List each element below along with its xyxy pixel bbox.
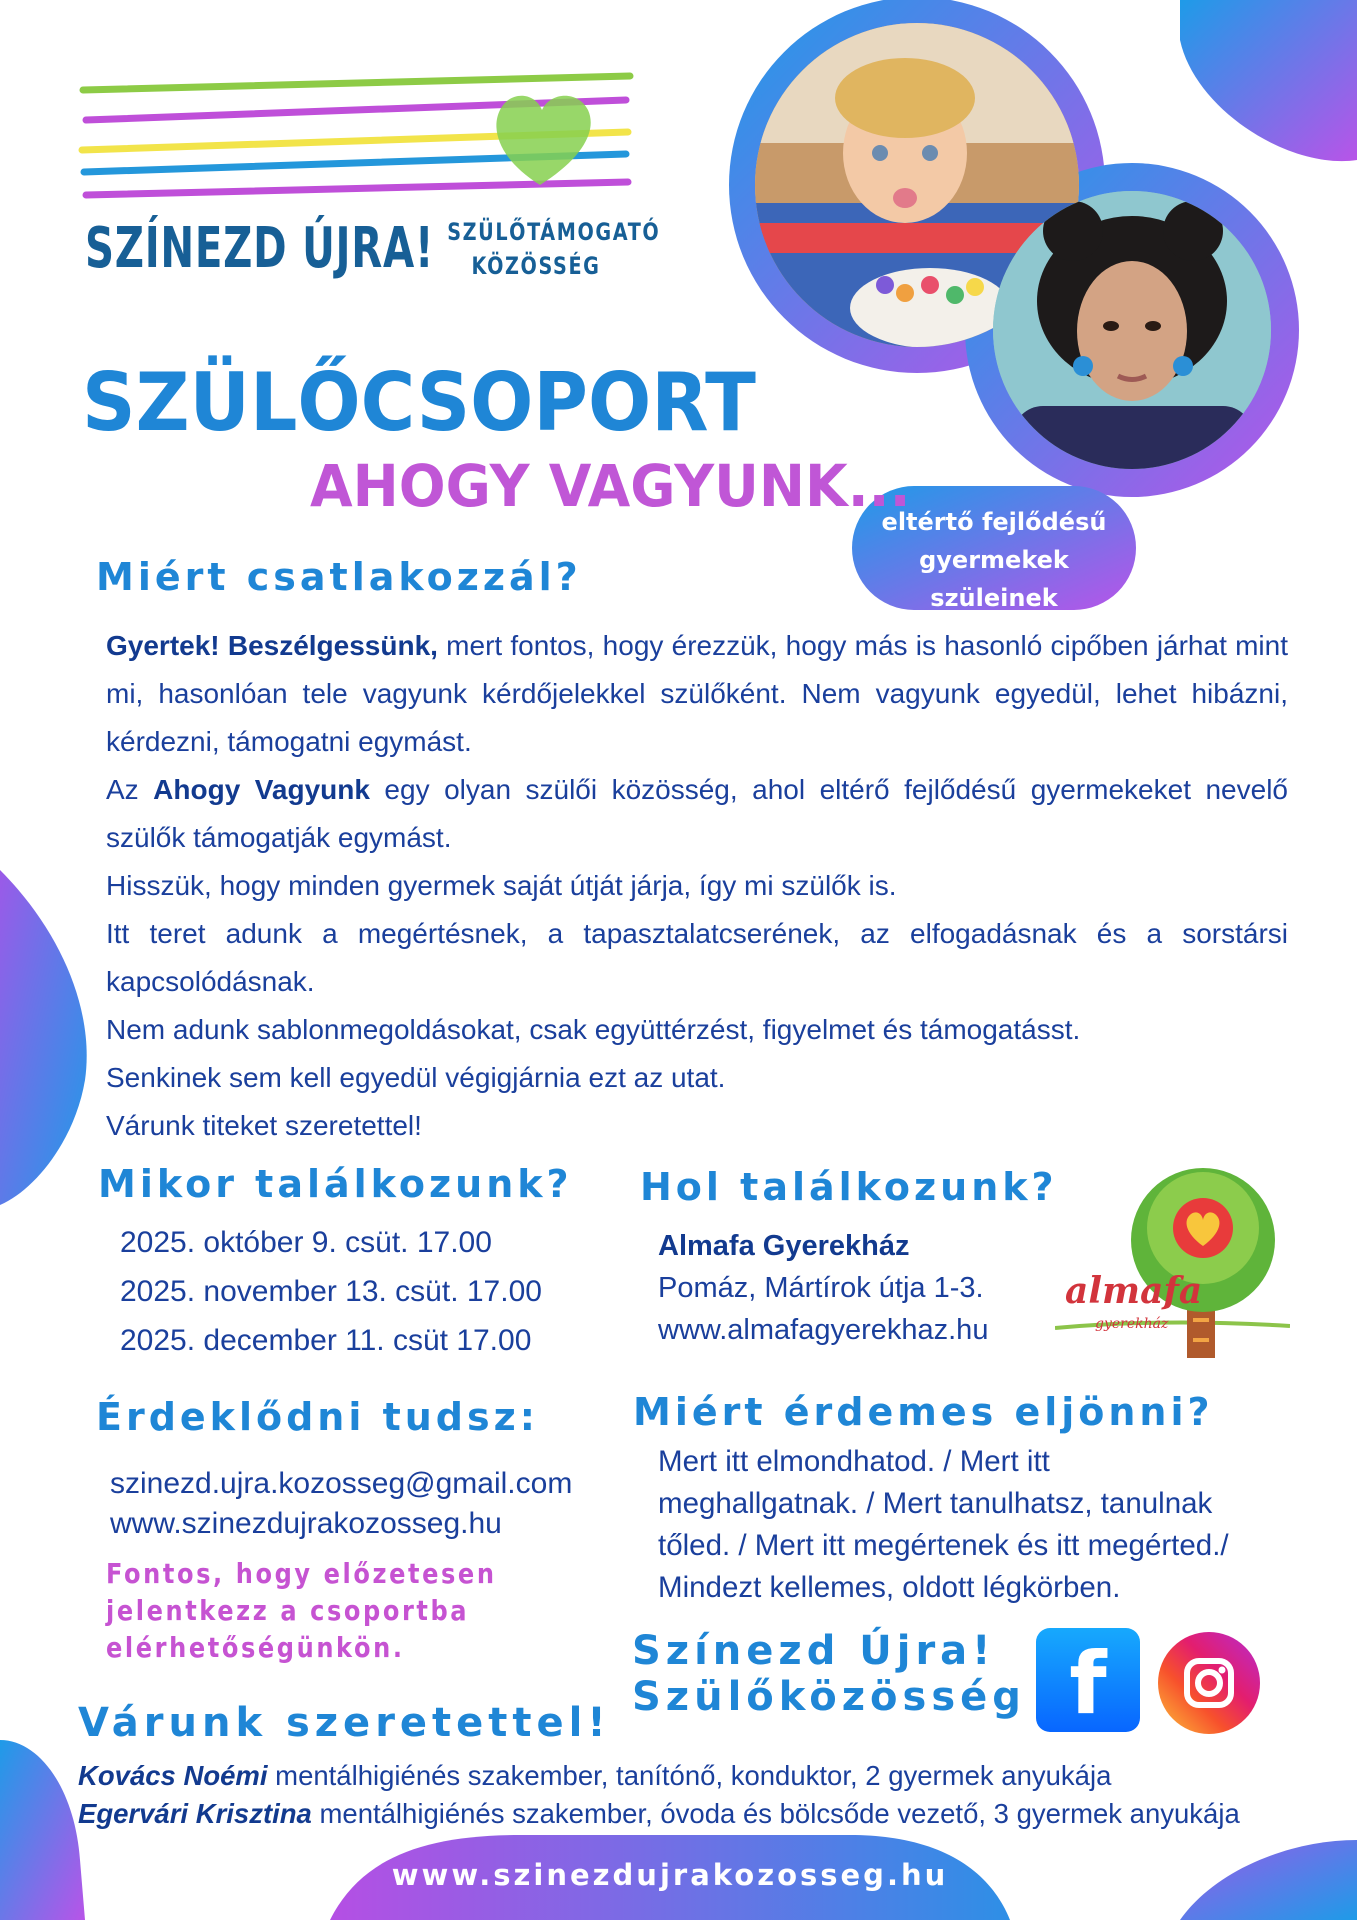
note-line2: jelentkezz a csoportba (106, 1594, 470, 1627)
worth-text (658, 1441, 1229, 1609)
why-join-p7: Várunk titeket szeretettel! (106, 1110, 422, 1141)
why-join-text (106, 622, 1288, 1150)
badge-line2: gyermekek szüleinek (919, 546, 1069, 612)
page-subtitle: AHOGY VAGYUNK... (310, 452, 911, 520)
when-heading: Mikor találkozunk? (98, 1162, 573, 1206)
why-join-heading: Miért csatlakozzál? (96, 555, 582, 599)
worth-line4: Mindezt kellemes, oldott légkörben. (658, 1571, 1121, 1604)
badge-line1: eltértő fejlődésű (881, 508, 1107, 536)
photo-woman (993, 191, 1271, 469)
social-line2: Szülőközösség (632, 1674, 1026, 1720)
worth-line2: meghallgatnak. / Mert tanulhatsz, tanulnak (658, 1487, 1213, 1520)
why-join-p5: Nem adunk sablonmegoldásokat, csak együttérzést, figyelmet és támogatásst. (106, 1014, 1081, 1045)
date-item: 2025. november 13. csüt. 17.00 (120, 1275, 542, 1308)
why-join-p1-bold: Gyertek! Beszélgessünk, (106, 630, 438, 661)
instagram-icon (1158, 1632, 1260, 1734)
hosts-list (78, 1757, 1357, 1833)
why-join-p2-pre: Az (106, 774, 154, 805)
why-join-p1: mert fontos, hogy érezzük, hogy más is hasonló cipőben járhat mint mi, hasonlóan tele vagyunk kérdőjelekkel szülőként. Nem vagyunk egyedül, lehet hibázni, kérdezni, támogatni egymást. (106, 630, 1288, 757)
venue-address: Pomáz, Mártírok útja 1-3. (658, 1272, 984, 1304)
worth-line3: tőled. / Mert itt megértenek és itt megérted./ (658, 1529, 1229, 1562)
footer-url[interactable]: www.szinezdujrakozosseg.hu (391, 1858, 949, 1892)
contact-email[interactable]: szinezd.ujra.kozosseg@gmail.com (110, 1467, 573, 1500)
almafa-logo (1055, 1168, 1290, 1360)
decor-blob-top-right (1180, 0, 1357, 161)
decor-blob-bottom-left (0, 1740, 85, 1920)
contact-heading: Érdeklődni tudsz: (96, 1395, 539, 1439)
social-line1: Színezd Újra! (632, 1628, 996, 1674)
venue-name: Almafa Gyerekház (658, 1230, 910, 1262)
why-join-p6: Senkinek sem kell egyedül végigjárnia ezt az utat. (106, 1062, 726, 1093)
dates-list (120, 1218, 542, 1365)
facebook-icon: f (1069, 1634, 1107, 1734)
why-join-p3: Hisszük, hogy minden gyermek saját útját járja, így mi szülők is. (106, 870, 897, 901)
page-title: SZÜLŐCSOPORT (82, 356, 756, 449)
heart-icon (496, 96, 590, 185)
host-desc: mentálhigiénés szakember, tanítónő, konduktor, 2 gyermek anyukája (267, 1760, 1112, 1791)
why-join-p2: egy olyan szülői közösség, ahol eltérő fejlődésű gyermekeket nevelő szülők támogatják egymást. (106, 774, 1288, 853)
almafa-logo-sub: gyerekház (1095, 1316, 1169, 1332)
worth-heading: Miért érdemes eljönni? (633, 1390, 1214, 1434)
host-name: Egervári Krisztina (78, 1798, 312, 1829)
almafa-logo-word: almafa (1065, 1270, 1203, 1312)
date-item: 2025. december 11. csüt 17.00 (120, 1324, 532, 1357)
contact-info (110, 1464, 572, 1544)
why-join-p4: Itt teret adunk a megértésnek, a tapasztalatcserének, az elfogadásnak és a sorstársi kapcsolódásnak. (106, 918, 1288, 997)
venue-info (658, 1225, 988, 1351)
registration-note (106, 1555, 497, 1666)
why-join-p2-bold: Ahogy Vagyunk (153, 774, 370, 805)
note-line3: elérhetőségünkön. (106, 1631, 405, 1664)
host-desc: mentálhigiénés szakember, óvoda és bölcsőde vezető, 3 gyermek anyukája (311, 1798, 1240, 1829)
decor-blob-bottom-right (1180, 1840, 1357, 1920)
host-item (78, 1795, 1357, 1833)
welcome-heading: Várunk szeretettel! (78, 1700, 611, 1746)
host-item (78, 1757, 1357, 1795)
audience-badge (852, 503, 1136, 617)
social-title (632, 1628, 1026, 1720)
contact-website[interactable]: www.szinezdujrakozosseg.hu (110, 1507, 502, 1540)
venue-website[interactable]: www.almafagyerekhaz.hu (658, 1314, 989, 1346)
logo-brand: SZÍNEZD ÚJRA! (85, 216, 435, 281)
host-name: Kovács Noémi (78, 1760, 268, 1791)
logo-subtitle-line1: SZÜLŐTÁMOGATÓ (447, 218, 661, 246)
logo-subtitle-line2: KÖZÖSSÉG (471, 252, 601, 280)
note-line1: Fontos, hogy előzetesen (106, 1557, 497, 1590)
apple-tree-icon (1055, 1168, 1290, 1360)
where-heading: Hol találkozunk? (640, 1165, 1058, 1209)
worth-line1: Mert itt elmondhatod. / Mert itt (658, 1445, 1050, 1478)
facebook-button[interactable] (1036, 1628, 1140, 1732)
logo-subtitle (425, 215, 661, 283)
date-item: 2025. október 9. csüt. 17.00 (120, 1226, 492, 1259)
instagram-button[interactable] (1158, 1632, 1260, 1734)
decor-blob-left (0, 870, 87, 1205)
